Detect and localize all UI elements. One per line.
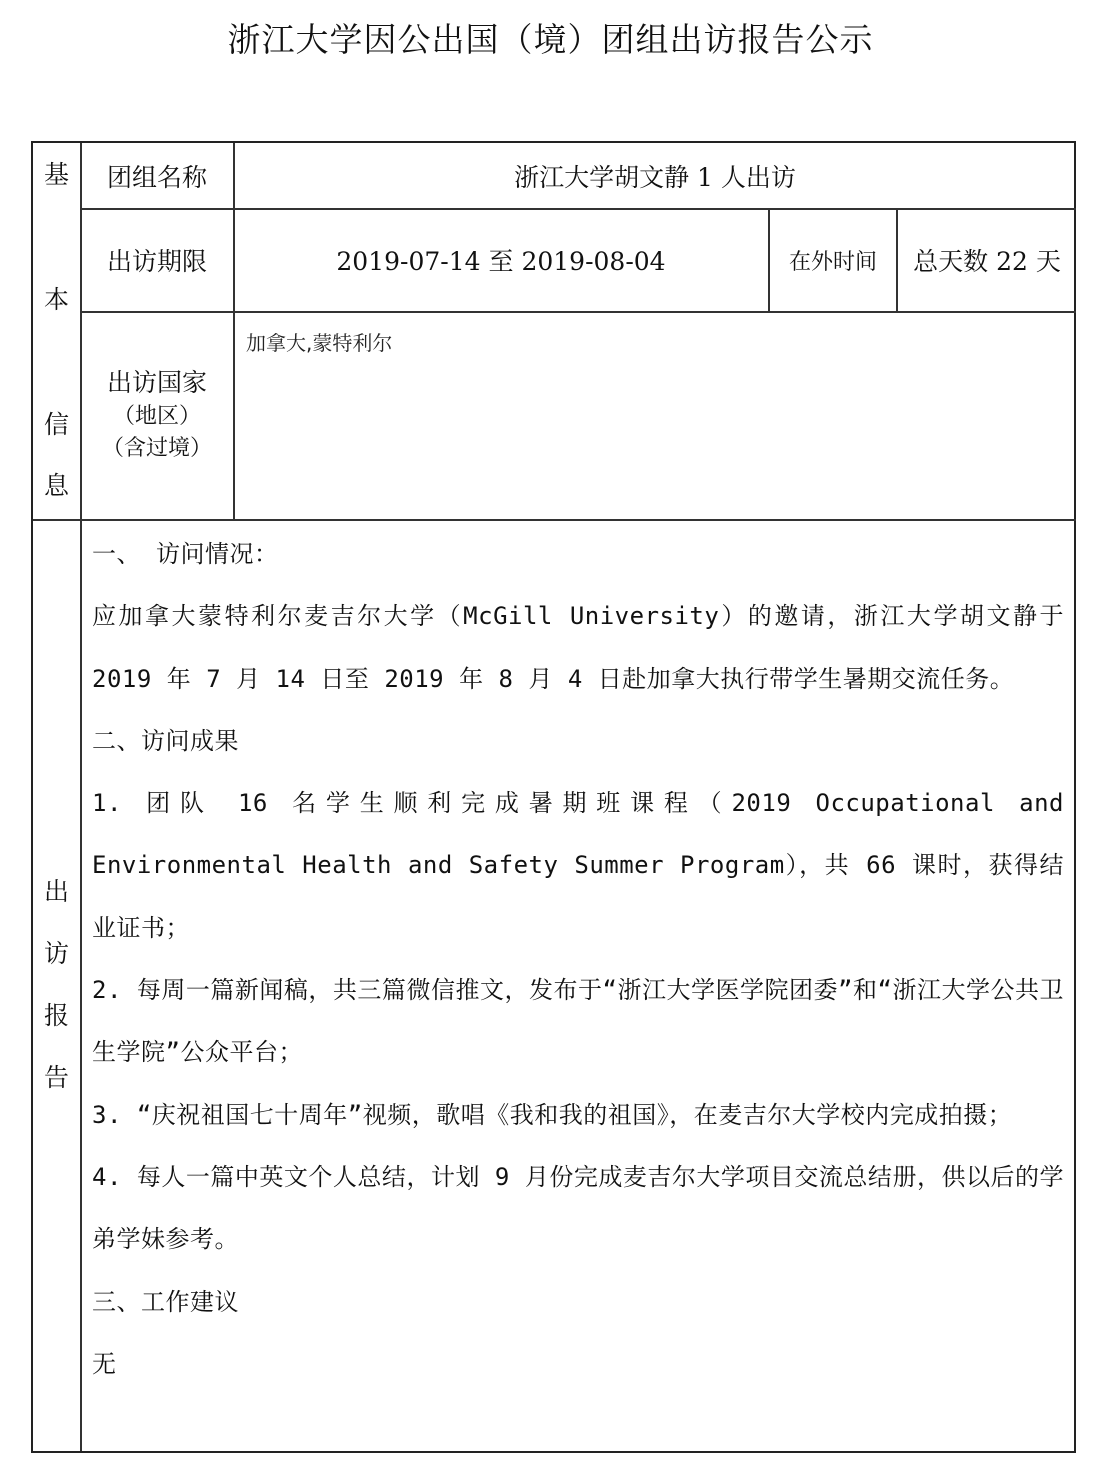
info-table bbox=[31, 141, 1076, 1453]
basic-info-char-4: 息 bbox=[43, 471, 69, 500]
report-suggestions-value: 无 bbox=[92, 1349, 117, 1378]
group-name-label: 团组名称 bbox=[106, 162, 207, 192]
page-title: 浙江大学因公出国（境）团组出访报告公示 bbox=[227, 20, 874, 59]
report-item-3: 3. “庆祝祖国七十周年”视频，歌唱《我和我的祖国》，在麦吉尔大学校内完成拍摄； bbox=[92, 1100, 1013, 1129]
country-label-main: 出访国家 bbox=[106, 368, 207, 397]
report-heading-suggestions: 三、工作建议 bbox=[92, 1287, 239, 1316]
report-body bbox=[81, 521, 1076, 1395]
report-paragraph-invitation: 应加拿大蒙特利尔麦吉尔大学（McGill University）的邀请，浙江大学胡文静于 2019 年 7 月 14 日至 2019 年 8 月 4 日赴加拿大执行带学生暑期交流任务。 bbox=[92, 602, 1064, 693]
abroad-time-label: 在外时间 bbox=[788, 249, 877, 275]
report-char-2: 访 bbox=[43, 939, 69, 968]
basic-info-char-1: 基 bbox=[43, 160, 69, 189]
report-item-2: 2. 每周一篇新闻稿，共三篇微信推文，发布于“浙江大学医学院团委”和“浙江大学公共卫生学院”公众平台； bbox=[92, 976, 1064, 1067]
report-char-3: 报 bbox=[43, 1001, 69, 1030]
report-heading-visit: 一、 访问情况： bbox=[92, 540, 279, 568]
basic-info-section-label bbox=[33, 143, 80, 519]
group-name-value: 浙江大学胡文静 1 人出访 bbox=[514, 162, 796, 192]
basic-info-char-2: 本 bbox=[43, 285, 69, 314]
basic-info-char-3: 信 bbox=[43, 410, 69, 439]
report-section-label bbox=[33, 521, 80, 1451]
period-label: 出访期限 bbox=[106, 247, 207, 276]
abroad-time-value: 总天数 22 天 bbox=[913, 247, 1061, 276]
report-char-4: 告 bbox=[43, 1063, 69, 1092]
country-label bbox=[81, 313, 233, 519]
country-label-region: （地区） bbox=[112, 404, 201, 429]
country-label-transit: （含过境） bbox=[101, 436, 212, 461]
report-char-1: 出 bbox=[43, 877, 69, 906]
report-heading-results: 二、访问成果 bbox=[92, 726, 239, 755]
period-value: 2019-07-14 至 2019-08-04 bbox=[336, 247, 666, 276]
report-item-1: 1. 团队 16 名学生顺利完成暑期班课程（2019 Occupational and Environmental Health and Safety Summer Program），共 66 课时，获得结业证书； bbox=[92, 789, 1064, 942]
report-item-4: 4. 每人一篇中英文个人总结，计划 9 月份完成麦吉尔大学项目交流总结册，供以后的学弟学妹参考。 bbox=[92, 1162, 1064, 1254]
country-value: 加拿大,蒙特利尔 bbox=[246, 331, 393, 355]
